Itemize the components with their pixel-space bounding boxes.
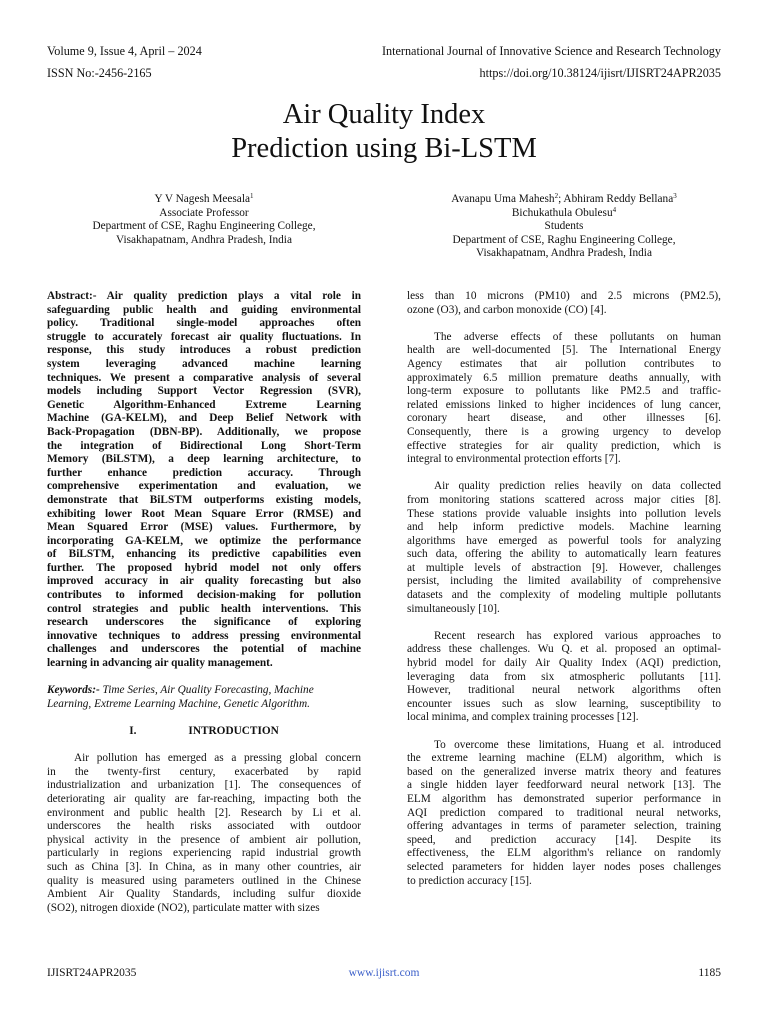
text-line: integral to environmental protection efforts [7]. (407, 453, 621, 466)
paragraph-elm (407, 739, 721, 889)
text-line: encounter issues such as slow learning, susceptibility to (407, 697, 721, 710)
author-role: Associate Professor (159, 206, 249, 219)
text-line: leveraging data from six atmospheric pollutants [11]. (407, 670, 721, 683)
text-line: techniques. We present a comparative analysis of several (47, 371, 361, 384)
text-line: industrialization and urbanization [1]. The consequences of (47, 779, 361, 792)
text-line: demonstrate that BiLSTM outperforms existing models, (47, 493, 361, 506)
text-line: to prediction accuracy [15]. (407, 874, 532, 887)
text-line: models including Support Vector Regression (SVR), (47, 385, 361, 398)
text-line: Recent research has explored various approaches to (434, 629, 721, 642)
text-line: (SO2), nitrogen dioxide (NO2), particulate matter with sizes (47, 901, 320, 914)
text-line: a single hidden layer feedforward neural network [13]. The (407, 779, 721, 792)
keywords-line-1: Time Series, Air Quality Forecasting, Machine (99, 684, 314, 697)
text-line: These stations provide valuable insights into pollution levels (407, 507, 721, 520)
keywords (47, 684, 361, 711)
text-line: deteriorating air quality are far-reaching, impacting both the (47, 792, 361, 805)
text-line: However, traditional neural network algorithms often (407, 684, 721, 697)
author-names: Avanapu Uma Mahesh$^2$; Abhiram Reddy Bellana$^3$ (451, 192, 677, 205)
text-line: the integration of Bidirectional Long Short-Term (47, 439, 361, 452)
text-line: policy. Traditional single-model approaches often (47, 317, 361, 330)
text-line: speed, and prediction accuracy [14]. Despite its (407, 833, 721, 846)
text-line: persist, including the limited availability of comprehensive (407, 575, 721, 588)
author-affiliation-2: Visakhapatnam, Andhra Pradesh, India (116, 233, 292, 246)
text-line: Ambient Air Quality Standards, including sulfur dioxide (47, 888, 361, 901)
text-line: Genetic Algorithm-Enhanced Extreme Learning (47, 398, 361, 411)
text-line: Machine (GA-KELM), and Deep Belief Network with (47, 412, 361, 425)
abstract (47, 290, 361, 671)
footer-website-link[interactable]: www.ijisrt.com (348, 967, 420, 979)
paper-title (0, 98, 768, 166)
volume-issue: Volume 9, Issue 4, April – 2024 (47, 44, 202, 58)
text-line: offering advantages in terms of parameter selection, training (407, 820, 721, 833)
title-line-1: Air Quality Index (282, 99, 486, 130)
text-line: selected parameters for hidden layer nodes poses challenges (407, 860, 721, 873)
text-line: coronary heart disease, and other illnesses [6]. (407, 412, 721, 425)
text-line: environment and public health [2]. Research by Li et al. (47, 806, 361, 819)
footer-paper-id: IJISRT24APR2035 (47, 967, 137, 979)
text-line: underscores the health risks associated with outdoor (47, 820, 361, 833)
text-line: struggle to accurately forecast air quality fluctuations. In (47, 330, 361, 343)
text-line: Memory (BiLSTM), a deep learning architecture, to (47, 453, 361, 466)
text-line: safeguarding public health and guiding environmental (47, 303, 361, 316)
section-heading-introduction (47, 725, 361, 739)
text-line: effectiveness, the ELM algorithm's reliance on randomly (407, 847, 721, 860)
text-line: incorporating GA-KELM, we optimize the performance (47, 534, 361, 547)
keywords-label: Keywords:- (47, 684, 100, 697)
paragraph-recent-research (407, 630, 721, 725)
text-line: Agency estimates that air pollution contributes to (407, 357, 721, 370)
text-line: Air pollution has emerged as a pressing global concern (74, 752, 361, 765)
paragraph-continued (407, 290, 721, 317)
text-line: AQI prediction compared to traditional neural networks, (407, 806, 721, 819)
text-line: ozone (O3), and carbon monoxide (CO) [4]. (407, 303, 607, 316)
paragraph-adverse-effects (407, 331, 721, 467)
issn: ISSN No:-2456-2165 (47, 66, 152, 80)
text-line: ELM algorithm has demonstrated superior performance in (407, 792, 721, 805)
text-line: the extreme learning machine (ELM) algorithm, which is (407, 752, 721, 765)
text-line: To overcome these limitations, Huang et al. introduced (434, 738, 721, 751)
text-line: Back-Propagation (DBN-BP). Additionally, we propose (47, 425, 361, 438)
text-line: Mean Squared Error (MSE) values. Furthermore, by (47, 521, 361, 534)
text-line: system leveraging advanced machine learning (47, 357, 361, 370)
text-line: long-term exposure to pollutants like PM2.5 and traffic- (407, 385, 721, 398)
doi-link[interactable]: https://doi.org/10.38124/ijisrt/IJISRT24APR2035 (479, 66, 721, 80)
author-affiliation-2: Visakhapatnam, Andhra Pradesh, India (476, 247, 652, 260)
right-column (407, 290, 721, 888)
text-line: further enhance prediction accuracy. Through (47, 466, 361, 479)
author-block-right (407, 193, 721, 261)
text-line: research underscores the significance of exploring (47, 616, 361, 629)
text-line: from monitoring stations scattered across major cities [8]. (407, 493, 721, 506)
author-affiliation-1: Department of CSE, Raghu Engineering College, (452, 233, 676, 246)
author-role: Students (544, 220, 584, 233)
text-line: Abstract:- Air quality prediction plays a vital role in (47, 290, 361, 302)
paragraph-data-collection (407, 480, 721, 616)
text-line: of BiLSTM, enhancing its predictive capabilities even (47, 548, 361, 561)
text-line: comprehensive experimentation and evaluation, we (47, 480, 361, 493)
text-line: related emissions linked to higher incidences of lung cancer, (407, 398, 721, 411)
page-number: 1185 (698, 967, 721, 979)
text-line: exhibiting lower Root Mean Square Error (RMSE) and (47, 507, 361, 520)
text-line: challenges and underscores the potential of machine (47, 643, 361, 656)
intro-paragraph (47, 752, 361, 915)
text-line: learning in advancing air quality management. (47, 657, 273, 670)
section-title: INTRODUCTION (188, 725, 279, 737)
author-affiliation-1: Department of CSE, Raghu Engineering College, (92, 220, 316, 233)
text-line: further. The proposed hybrid model not only offers (47, 561, 361, 574)
text-line: approximately 6.5 million premature deaths annually, with (407, 371, 721, 384)
text-line: datasets and the complexity of modeling multiple pollutants (407, 589, 721, 602)
title-line-2: Prediction using Bi-LSTM (231, 133, 537, 164)
text-line: The adverse effects of these pollutants on human (434, 330, 721, 343)
text-line: and help inform predictive models. Machine learning (407, 521, 721, 534)
text-line: such as China [3]. In China, as in many other countries, air (47, 860, 361, 873)
text-line: Air quality prediction relies heavily on data collected (434, 480, 721, 493)
text-line: response, this study introduces a robust prediction (47, 344, 361, 357)
section-number: I. (129, 725, 137, 737)
author-name-3: Bichukathula Obulesu$^4$ (511, 205, 617, 219)
text-line: effective strategies for air quality prediction, which is (407, 439, 721, 452)
text-line: particularly in regions experiencing rapid industrial growth (47, 847, 361, 860)
text-line: such data, offering the ability to automatically learn features (407, 548, 721, 561)
text-line: in the twenty-first century, exacerbated by rapid (47, 765, 361, 778)
text-line: algorithms have emerged as powerful tools for analyzing (407, 534, 721, 547)
text-line: physical activity in the presence of ambient air pollution, (47, 833, 361, 846)
text-line: innovative techniques to address pressing environmental (47, 629, 361, 642)
text-line: less than 10 microns (PM10) and 2.5 microns (PM2.5), (407, 290, 721, 302)
author-name: Y V Nagesh Meesala$^1$ (154, 192, 254, 205)
text-line: local minima, and complex training processes [12]. (407, 711, 639, 724)
text-line: simultaneously [10]. (407, 602, 500, 615)
left-column (47, 290, 361, 915)
text-line: address these challenges. Wu Q. et al. proposed an optimal- (407, 643, 721, 656)
text-line: based on the generalized inverse matrix theory and features (407, 765, 721, 778)
journal-name: International Journal of Innovative Science and Research Technology (381, 44, 721, 58)
text-line: Consequently, there is a growing urgency to develop (407, 425, 721, 438)
text-line: hybrid model for daily Air Quality Index (AQI) prediction, (407, 657, 721, 670)
text-line: control strategies and public health interventions. This (47, 602, 361, 615)
text-line: at multiple levels of abstraction [9]. However, challenges (407, 561, 721, 574)
keywords-line-2: Learning, Extreme Learning Machine, Genetic Algorithm. (47, 697, 310, 710)
text-line: health are well-documented [5]. The International Energy (407, 344, 721, 357)
text-line: improved accuracy in air quality forecasting but also (47, 575, 361, 588)
author-block-left (47, 193, 361, 247)
text-line: quality is measured using parameters outlined in the Chinese (47, 874, 361, 887)
text-line: contributes to informed decision-making for pollution (47, 589, 361, 602)
